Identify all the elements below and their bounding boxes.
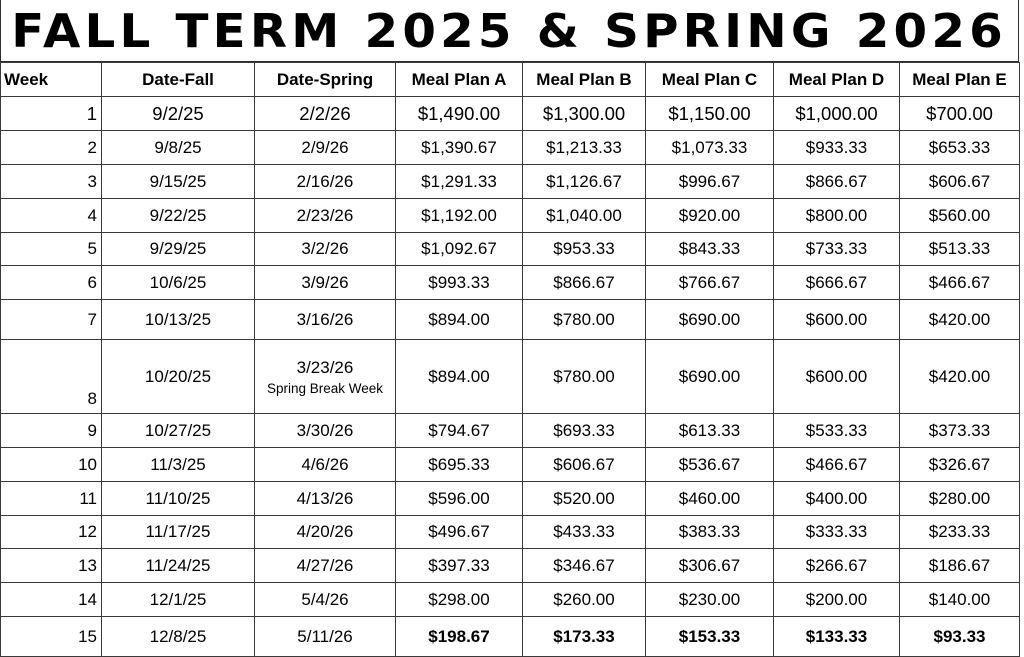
- cell-date-spring[interactable]: 4/6/26: [255, 448, 396, 482]
- cell-date-fall[interactable]: 11/24/25: [102, 549, 255, 583]
- table-row: [1, 414, 1020, 448]
- cell-meal-plan-c[interactable]: $766.67: [646, 266, 774, 300]
- table-row: [1, 617, 1020, 657]
- cell-date-fall[interactable]: 9/2/25: [102, 97, 255, 131]
- cell-date-spring[interactable]: 2/9/26: [255, 131, 396, 165]
- cell-date-fall[interactable]: 10/13/25: [102, 300, 255, 340]
- cell-week[interactable]: 2: [1, 131, 102, 165]
- cell-meal-plan-e[interactable]: $560.00: [900, 199, 1020, 233]
- cell-meal-plan-c[interactable]: $843.33: [646, 233, 774, 266]
- cell-meal-plan-c[interactable]: $996.67: [646, 165, 774, 199]
- cell-meal-plan-a[interactable]: $794.67: [396, 414, 523, 448]
- table-row: [1, 583, 1020, 617]
- cell-date-fall[interactable]: 9/22/25: [102, 199, 255, 233]
- cell-meal-plan-c[interactable]: $920.00: [646, 199, 774, 233]
- cell-date-spring[interactable]: 4/20/26: [255, 516, 396, 549]
- cell-date-spring[interactable]: 2/2/26: [255, 97, 396, 131]
- cell-meal-plan-e[interactable]: $420.00: [900, 340, 1020, 414]
- cell-meal-plan-d[interactable]: $466.67: [774, 448, 900, 482]
- cell-week[interactable]: 14: [1, 583, 102, 617]
- cell-date-spring[interactable]: 2/23/26: [255, 199, 396, 233]
- cell-meal-plan-a[interactable]: $1,092.67: [396, 233, 523, 266]
- table-row: [1, 340, 1020, 414]
- cell-date-fall[interactable]: 10/20/25: [102, 340, 255, 414]
- cell-week[interactable]: 9: [1, 414, 102, 448]
- cell-meal-plan-d[interactable]: $266.67: [774, 549, 900, 583]
- cell-meal-plan-b[interactable]: $953.33: [523, 233, 646, 266]
- cell-meal-plan-c[interactable]: $536.67: [646, 448, 774, 482]
- cell-meal-plan-e[interactable]: $280.00: [900, 482, 1020, 516]
- cell-week[interactable]: 13: [1, 549, 102, 583]
- cell-meal-plan-a[interactable]: $198.67: [396, 617, 523, 657]
- column-header-week[interactable]: Week: [1, 63, 102, 97]
- cell-meal-plan-e[interactable]: $700.00: [900, 97, 1020, 131]
- cell-meal-plan-a[interactable]: $993.33: [396, 266, 523, 300]
- header-row: [1, 63, 1020, 97]
- cell-meal-plan-c[interactable]: $230.00: [646, 583, 774, 617]
- cell-date-fall[interactable]: 11/3/25: [102, 448, 255, 482]
- cell-week[interactable]: 6: [1, 266, 102, 300]
- cell-date-fall[interactable]: 9/29/25: [102, 233, 255, 266]
- table-row: [1, 448, 1020, 482]
- cell-meal-plan-a[interactable]: $1,291.33: [396, 165, 523, 199]
- cell-week[interactable]: 1: [1, 97, 102, 131]
- cell-meal-plan-d[interactable]: $933.33: [774, 131, 900, 165]
- cell-meal-plan-b[interactable]: $520.00: [523, 482, 646, 516]
- cell-meal-plan-a[interactable]: $1,390.67: [396, 131, 523, 165]
- cell-date-spring[interactable]: 3/30/26: [255, 414, 396, 448]
- cell-date-fall[interactable]: 11/17/25: [102, 516, 255, 549]
- cell-meal-plan-a[interactable]: $496.67: [396, 516, 523, 549]
- cell-meal-plan-c[interactable]: $613.33: [646, 414, 774, 448]
- cell-date-spring[interactable]: 5/11/26: [255, 617, 396, 657]
- cell-date-spring[interactable]: 4/13/26: [255, 482, 396, 516]
- cell-week[interactable]: 7: [1, 300, 102, 340]
- cell-meal-plan-b[interactable]: $780.00: [523, 340, 646, 414]
- cell-meal-plan-e[interactable]: $513.33: [900, 233, 1020, 266]
- cell-date-fall[interactable]: 9/15/25: [102, 165, 255, 199]
- cell-meal-plan-c[interactable]: $690.00: [646, 300, 774, 340]
- cell-date-spring[interactable]: 2/16/26: [255, 165, 396, 199]
- cell-meal-plan-b[interactable]: $1,126.67: [523, 165, 646, 199]
- cell-meal-plan-d[interactable]: $400.00: [774, 482, 900, 516]
- spring-break-note: Spring Break Week: [266, 380, 384, 396]
- cell-week[interactable]: 10: [1, 448, 102, 482]
- cell-meal-plan-c[interactable]: $153.33: [646, 617, 774, 657]
- column-header-date-fall[interactable]: Date-Fall: [102, 63, 255, 97]
- table-row: [1, 549, 1020, 583]
- cell-meal-plan-a[interactable]: $695.33: [396, 448, 523, 482]
- table-row: [1, 165, 1020, 199]
- cell-week[interactable]: 8: [1, 340, 102, 414]
- cell-date-spring[interactable]: 3/9/26: [255, 266, 396, 300]
- cell-date-spring[interactable]: 3/2/26: [255, 233, 396, 266]
- cell-date-fall[interactable]: 12/8/25: [102, 617, 255, 657]
- cell-date-fall[interactable]: 11/10/25: [102, 482, 255, 516]
- table-row: [1, 482, 1020, 516]
- cell-meal-plan-e[interactable]: $466.67: [900, 266, 1020, 300]
- cell-meal-plan-d[interactable]: $333.33: [774, 516, 900, 549]
- cell-meal-plan-d[interactable]: $1,000.00: [774, 97, 900, 131]
- cell-meal-plan-e[interactable]: $140.00: [900, 583, 1020, 617]
- cell-date-fall[interactable]: 9/8/25: [102, 131, 255, 165]
- cell-meal-plan-c[interactable]: $690.00: [646, 340, 774, 414]
- column-header-meal-plan-c[interactable]: Meal Plan C: [646, 63, 774, 97]
- column-header-meal-plan-a[interactable]: Meal Plan A: [396, 63, 523, 97]
- cell-meal-plan-b[interactable]: $173.33: [523, 617, 646, 657]
- cell-meal-plan-c[interactable]: $1,073.33: [646, 131, 774, 165]
- cell-meal-plan-d[interactable]: $133.33: [774, 617, 900, 657]
- cell-meal-plan-b[interactable]: $346.67: [523, 549, 646, 583]
- cell-meal-plan-b[interactable]: $866.67: [523, 266, 646, 300]
- column-header-meal-plan-e[interactable]: Meal Plan E: [900, 63, 1020, 97]
- cell-meal-plan-a[interactable]: $1,490.00: [396, 97, 523, 131]
- meal-plan-table: [0, 62, 1020, 657]
- cell-date-spring[interactable]: 3/16/26: [255, 300, 396, 340]
- cell-meal-plan-d[interactable]: $733.33: [774, 233, 900, 266]
- cell-meal-plan-b[interactable]: $1,213.33: [523, 131, 646, 165]
- cell-meal-plan-e[interactable]: $186.67: [900, 549, 1020, 583]
- table-row: [1, 300, 1020, 340]
- column-header-date-spring[interactable]: Date-Spring: [255, 63, 396, 97]
- cell-meal-plan-a[interactable]: $298.00: [396, 583, 523, 617]
- title-banner: [0, 0, 1019, 62]
- cell-meal-plan-d[interactable]: $800.00: [774, 199, 900, 233]
- cell-week[interactable]: 12: [1, 516, 102, 549]
- cell-meal-plan-a[interactable]: $894.00: [396, 340, 523, 414]
- cell-week[interactable]: 4: [1, 199, 102, 233]
- cell-meal-plan-d[interactable]: $533.33: [774, 414, 900, 448]
- table-row: [1, 266, 1020, 300]
- cell-week[interactable]: 15: [1, 617, 102, 657]
- cell-week[interactable]: 3: [1, 165, 102, 199]
- cell-meal-plan-d[interactable]: $666.67: [774, 266, 900, 300]
- cell-meal-plan-b[interactable]: $433.33: [523, 516, 646, 549]
- cell-meal-plan-a[interactable]: $1,192.00: [396, 199, 523, 233]
- cell-date-spring[interactable]: [255, 340, 396, 414]
- cell-meal-plan-c[interactable]: $460.00: [646, 482, 774, 516]
- cell-date-spring[interactable]: 4/27/26: [255, 549, 396, 583]
- cell-meal-plan-d[interactable]: $600.00: [774, 340, 900, 414]
- cell-meal-plan-b[interactable]: $1,040.00: [523, 199, 646, 233]
- cell-meal-plan-d[interactable]: $200.00: [774, 583, 900, 617]
- cell-meal-plan-a[interactable]: $596.00: [396, 482, 523, 516]
- cell-meal-plan-e[interactable]: $653.33: [900, 131, 1020, 165]
- cell-meal-plan-b[interactable]: $1,300.00: [523, 97, 646, 131]
- cell-meal-plan-a[interactable]: $397.33: [396, 549, 523, 583]
- cell-meal-plan-b[interactable]: $693.33: [523, 414, 646, 448]
- page-title: FALL TERM 2025 & SPRING 2026: [11, 3, 1008, 58]
- column-header-meal-plan-b[interactable]: Meal Plan B: [523, 63, 646, 97]
- cell-meal-plan-e[interactable]: $420.00: [900, 300, 1020, 340]
- cell-meal-plan-d[interactable]: $600.00: [774, 300, 900, 340]
- cell-meal-plan-c[interactable]: $306.67: [646, 549, 774, 583]
- cell-meal-plan-e[interactable]: $93.33: [900, 617, 1020, 657]
- table-row: [1, 516, 1020, 549]
- table-row: [1, 199, 1020, 233]
- cell-meal-plan-c[interactable]: $1,150.00: [646, 97, 774, 131]
- table-row: [1, 97, 1020, 131]
- cell-date-spring[interactable]: 5/4/26: [255, 583, 396, 617]
- cell-meal-plan-b[interactable]: $606.67: [523, 448, 646, 482]
- date-spring-value: 3/23/26: [296, 357, 354, 377]
- table-row: [1, 131, 1020, 165]
- cell-meal-plan-e[interactable]: $373.33: [900, 414, 1020, 448]
- cell-meal-plan-e[interactable]: $233.33: [900, 516, 1020, 549]
- cell-week[interactable]: 11: [1, 482, 102, 516]
- cell-date-fall[interactable]: 10/27/25: [102, 414, 255, 448]
- cell-meal-plan-d[interactable]: $866.67: [774, 165, 900, 199]
- table-row: [1, 233, 1020, 266]
- cell-week[interactable]: 5: [1, 233, 102, 266]
- cell-meal-plan-c[interactable]: $383.33: [646, 516, 774, 549]
- column-header-meal-plan-d[interactable]: Meal Plan D: [774, 63, 900, 97]
- cell-date-fall[interactable]: 12/1/25: [102, 583, 255, 617]
- cell-meal-plan-b[interactable]: $260.00: [523, 583, 646, 617]
- cell-meal-plan-b[interactable]: $780.00: [523, 300, 646, 340]
- cell-date-fall[interactable]: 10/6/25: [102, 266, 255, 300]
- cell-meal-plan-e[interactable]: $606.67: [900, 165, 1020, 199]
- cell-meal-plan-e[interactable]: $326.67: [900, 448, 1020, 482]
- cell-meal-plan-a[interactable]: $894.00: [396, 300, 523, 340]
